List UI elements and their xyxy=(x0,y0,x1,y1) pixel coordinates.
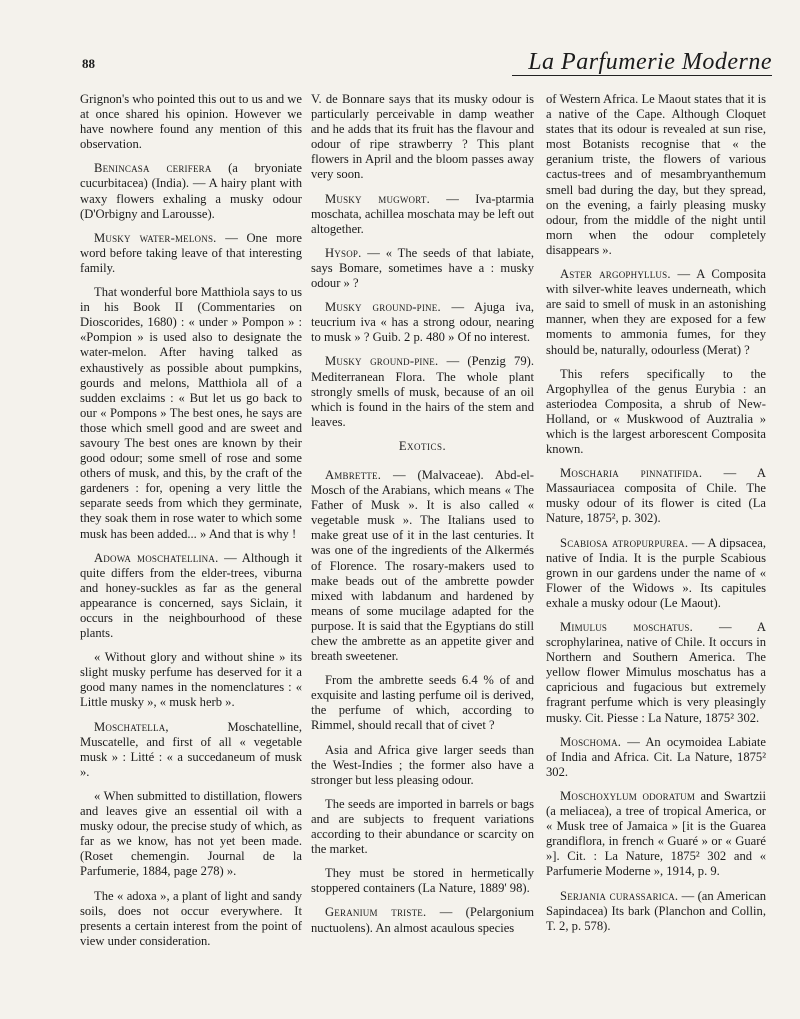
entry-text: The « adoxa », a plant of light and sandy soils, does not occur everywhere. It presents a certain interest from the point of view under consideration. xyxy=(80,888,302,948)
paragraph xyxy=(311,92,534,183)
entry-text: The seeds are imported in barrels or bags and are subjects to frequent variations according to their abundance or scarcity on the market. xyxy=(311,796,534,857)
entry-term: Mimulus moschatus. xyxy=(560,620,693,634)
paragraph xyxy=(546,267,766,358)
text-column-1 xyxy=(80,92,302,1007)
paragraph xyxy=(80,92,302,152)
paragraph xyxy=(311,743,534,788)
entry-text: They must be stored in hermetically stoppered containers (La Nature, 1889' 98). xyxy=(311,866,534,896)
entry-text: From the ambrette seeds 6.4 % of and exquisite and lasting perfume oil is derived, the perfume of which, according to Rimmel, should recall that of civet ? xyxy=(311,673,534,733)
paragraph xyxy=(80,231,302,276)
section-heading: Exotics. xyxy=(398,438,447,453)
paragraph xyxy=(546,789,766,880)
paragraph xyxy=(80,889,302,949)
paragraph xyxy=(311,797,534,857)
entry-text: « Without glory and without shine » its slight musky perfume has deserved for it a good many names in the nomenclatures : « Little musky », « musk herb ». xyxy=(80,650,302,710)
entry-term: Moschatella, xyxy=(94,719,169,734)
entry-text: — Ajuga iva, teucrium iva « has a strong odour, nearing to musk » ? Guib. 2 p. 480 » Of no interest. xyxy=(311,300,534,345)
entry-text: — A Composita with silver-white leaves underneath, which are said to smell of musk in an astonishing manner, when they are exposed for a few moments to ammonia fumes, for they should be, naturally, odourless (Merat) ? xyxy=(546,267,766,357)
entry-text: « When submitted to distillation, flowers and leaves give an essential oil with a musky odour, the precise study of which, as far as we know, has not yet been made. (Roset chemengin. Journal de la Parfumerie, 1884, page 278) ». xyxy=(80,788,302,879)
entry-text: Asia and Africa give larger seeds than the West-Indies ; the former also have a stronger but less pleasing odour. xyxy=(311,742,534,787)
paragraph xyxy=(546,466,766,526)
entry-text: — A dipsacea, native of India. It is the purple Scabious grown in our gardens under the name of « Flower of the Widows ». Its capitules exhale a musky odour (Le Maout). xyxy=(546,535,766,610)
paragraph xyxy=(80,650,302,710)
entry-text: — A scrophylarinea, native of Chile. It occurs in Northern and Southern America. The yellow flower Mimulus moschatus has a capricious and fugacious but extremely fragrant perfume which is very pleasingly musky. Cit. Piesse : La Nature, 1875² 302. xyxy=(546,620,766,725)
paragraph xyxy=(546,735,766,780)
entry-text: — One more word before taking leave of that interesting family. xyxy=(80,230,302,275)
entry-term: Benincasa cerifera xyxy=(94,161,212,176)
entry-text: Moschatelline, Muscatelle, and first of all « vegetable musk » : Litté : « a succedaneum of musk ». xyxy=(80,719,302,779)
paragraph xyxy=(311,866,534,896)
entry-text: — « The seeds of that labiate, says Bomare, sometimes have a : musky odour » ? xyxy=(311,245,534,291)
entry-term: Moscharia pinnatifida. xyxy=(560,466,703,481)
paragraph xyxy=(311,905,534,935)
entry-text: and Swartzii (a meliacea), a tree of tropical America, or « Musk tree of Jamaica » [it is the Guarea grandiflora, in french « Guaré » or « Guaré »]. Cit. : La Nature, 1875² 302 and « Parfumerie Moderne », 1914, p. 9. xyxy=(546,788,766,879)
paragraph xyxy=(311,192,534,237)
entry-term: Musky ground-pine. xyxy=(325,300,441,315)
paragraph xyxy=(546,536,766,611)
paragraph xyxy=(80,285,302,542)
entry-text: That wonderful bore Matthiola says to us in his Book II (Commentaries on Dioscorides, 1680) : « under » Pompon » : «Pompion » is used also to designate the water-melon. After having talked as exhaustively as possible about pumpkins, gourds and melons, Matthiola all of a sudden exclaims : « But let us go back to our « Pompons » The best ones, he says are those which smell good and are sweet and savoury The best ones are known by their good odour; some smell of rose and some others of musk, and this, by the craft of the gardeners : for, opening a very little the separate seeds from which they germinate, they soak them in rose water to which some musk has been added... » And that is why ! xyxy=(80,285,302,541)
entry-text: — (Malvaceae). Abd-el-Mosch of the Arabians, which means « The Father of Musk ». It is also called « vegetable musk ». The Italians used to make great use of it in the last centuries. It was one of the ingredients of the Alkermés of Florence. The rosary-makers used to make beads out of the ambrette powder mixed with labdanum and hardened by means of some mucilage adapted for the purpose. It is said that the Egyptians do still chew the ambrette as an appetite giver and breath sweetener. xyxy=(311,467,534,664)
entry-term: Musky mugwort. xyxy=(325,191,430,206)
text-column-2 xyxy=(311,92,534,1007)
page-number: 88 xyxy=(82,56,95,71)
entry-text: (a bryoniate cucurbitacea) (India). — A hairy plant with waxy flowers exhaling a musky odour (D'Orbigny and Larousse). xyxy=(80,161,302,221)
entry-text: — A Massauriacea composita of Chile. The musky odour of its flower is cited (La Nature, 1875², p. 302). xyxy=(546,466,766,526)
entry-term: Adowa moschatellina. xyxy=(94,550,219,565)
paragraph xyxy=(311,246,534,291)
entry-term: Ambrette. xyxy=(325,467,382,482)
paragraph xyxy=(80,789,302,880)
paragraph xyxy=(311,300,534,345)
text-column-3 xyxy=(546,92,766,1007)
entry-text: — (Pelargonium nuctuolens). An almost acaulous species xyxy=(311,905,534,935)
entry-term: Musky water-melons. xyxy=(94,230,217,245)
paragraph xyxy=(546,889,766,934)
paragraph xyxy=(546,620,766,726)
entry-term: Geranium triste. xyxy=(325,905,427,920)
entry-term: Aster argophyllus. xyxy=(560,267,671,282)
entry-text: of Western Africa. Le Maout states that it is a native of the Cape. Although Cloquet states that its odour is revealed at sun rise, most Botanists recognise that « the geranium triste, the flowers of various cactus-trees and of mesambryanthemum smell bad during the day, but they spread, on the evening, a fairly pleasing musky odour, from the middle of the night until morn when the odour completely disappears ». xyxy=(546,92,766,257)
entry-text: — (Penzig 79). Mediterranean Flora. The whole plant strongly smells of musk, because of an oil which is found in the hairs of the stem and leaves. xyxy=(311,354,534,429)
paragraph xyxy=(80,720,302,780)
paragraph xyxy=(311,468,534,664)
entry-text: V. de Bonnare says that its musky odour is particularly perceivable in damp weather and he adds that its fruit has the flavour and odour of ripe strawberry ? This plant flowers in April and the bloom passes away very soon. xyxy=(311,92,534,182)
journal-title: La Parfumerie Moderne xyxy=(512,50,772,76)
paragraph xyxy=(311,354,534,429)
paragraph xyxy=(80,551,302,642)
entry-term: Serjania curassarica. xyxy=(560,888,679,903)
paragraph xyxy=(80,161,302,221)
entry-text: — Iva-ptarmia moschata, achillea moschata may be left out altogether. xyxy=(311,191,534,236)
entry-term: Musky ground-pine. xyxy=(325,354,439,369)
entry-term: Moschoxylum odoratum xyxy=(560,788,696,803)
entry-text: Grignon's who pointed this out to us and we at once shared his opinion. However we have nowhere found any mention of this observation. xyxy=(80,92,302,152)
entry-term: Hysop. xyxy=(325,245,362,260)
entry-text: — An ocymoidea Labiate of India and Africa. Cit. La Nature, 1875² 302. xyxy=(546,734,766,779)
paragraph xyxy=(311,673,534,733)
paragraph xyxy=(546,92,766,258)
entry-term: Moschoma. xyxy=(560,734,622,749)
paragraph xyxy=(546,367,766,458)
entry-text: — Although it quite differs from the elder-trees, viburna and honey-suckles as far as the general appearance is concerned, says Siclain, it occurs in the neighbourhood of these plants. xyxy=(80,550,302,641)
entry-text: — (an American Sapindacea) Its bark (Planchon and Collin, T. 2, p. 578). xyxy=(546,888,766,933)
entry-term: Scabiosa atropurpurea. xyxy=(560,535,689,550)
entry-text: This refers specifically to the Argophyllea of the genus Eurybia : an asteriodea Composita, a shrub of New-Holland, or « Muskwood of Auztralia » which is the largest arborescent Composita known. xyxy=(546,366,766,457)
